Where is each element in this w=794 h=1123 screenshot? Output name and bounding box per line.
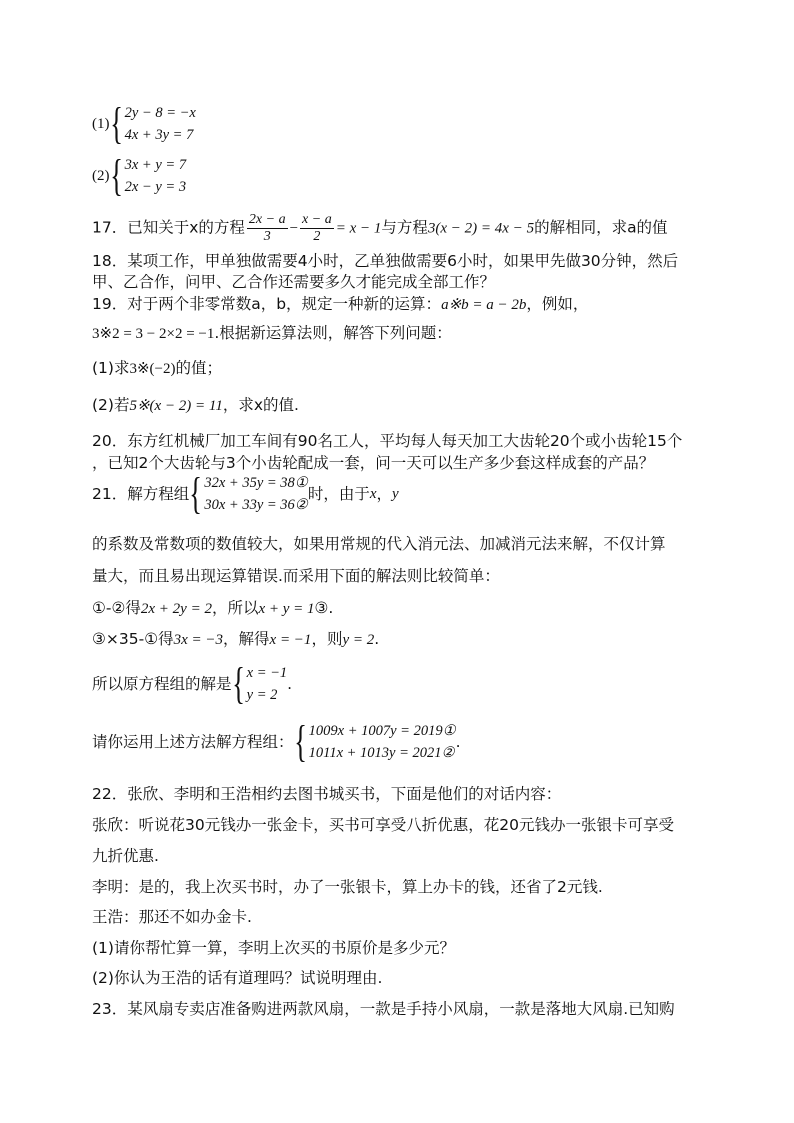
p19-line1-math: a※b = a − 2b xyxy=(441,297,527,313)
p19-q1-lead: (1)求 xyxy=(92,359,130,377)
p19-q1-math: 3※(−2) xyxy=(129,361,176,377)
p22-q2: (2)你认为王浩的话有道理吗？试说明理由. xyxy=(92,969,383,987)
p21-sol-lead: 所以原方程组的解是 xyxy=(92,675,232,693)
p21-sol-tail: . xyxy=(287,675,293,693)
p19-line1-text: 19．对于两个非零常数a，b，规定一种新的运算： xyxy=(92,295,442,313)
p22-line3: 九折优惠. xyxy=(92,847,159,865)
p17-lead: 17．已知关于x的方程 xyxy=(92,218,245,237)
p21-lead: 21．解方程组 xyxy=(92,485,190,503)
p17-frac1-den: 3 xyxy=(263,229,271,244)
p16-sub1-eq2: 4x + 3y = 7 xyxy=(124,127,194,143)
p22-q1: (1)请你帮忙算一算，李明上次买的书原价是多少元？ xyxy=(92,939,455,957)
p18-line2: 甲、乙合作，问甲、乙合作还需要多久才能完成全部工作？ xyxy=(92,273,496,291)
p17-line xyxy=(92,212,668,245)
p21-sol-eq1: x = −1 xyxy=(246,665,288,681)
p21-comma: ， xyxy=(376,485,393,503)
p21-step2-lead: ③×35-①得 xyxy=(92,630,174,648)
p21-line3: 量大，而且易出现运算错误.而采用下面的解法则比较简单： xyxy=(92,567,500,585)
p19-line1 xyxy=(92,293,588,316)
p16-sub2 xyxy=(92,151,187,200)
p17-frac2 xyxy=(300,212,334,245)
p17-eq2: 3(x − 2) = 4x − 5 xyxy=(427,220,535,237)
p16-sub1-eq1: 2y − 8 = −x xyxy=(124,105,196,121)
p21-line2: 的系数及常数项的数值较大，如果用常规的代入消元法、加减消元法来解，不仅计算 xyxy=(92,535,666,553)
p22-line4: 李明：是的，我上次买书时，办了一张银卡，算上办卡的钱，还省了2元钱. xyxy=(92,878,603,896)
p17-tail: 的解相同，求a的值 xyxy=(534,218,668,237)
p16-sub1 xyxy=(92,99,196,148)
p19-line2-tail: .根据新运算法则，解答下列问题： xyxy=(214,324,452,342)
p21-ask xyxy=(92,717,461,766)
p19-q2-math: 5※(x − 2) = 11 xyxy=(129,398,223,414)
left-brace-icon: { xyxy=(109,99,123,148)
p21-step1-lead: ①-②得 xyxy=(92,599,141,617)
p17-rhs: = x − 1 xyxy=(335,220,382,237)
p16-sub2-eq2: 2x − y = 3 xyxy=(124,179,187,195)
p16-sub1-label: (1) xyxy=(92,116,110,132)
p19-q2 xyxy=(92,394,299,417)
p21-var-x: x xyxy=(369,486,377,502)
left-brace-icon: { xyxy=(189,469,203,518)
p21-step2-tail: . xyxy=(374,630,380,648)
p19-q2-lead: (2)若 xyxy=(92,396,130,414)
p17-mid: 与方程 xyxy=(381,218,428,237)
p22-line2: 张欣：听说花30元钱办一张金卡，买书可享受八折优惠，花20元钱办一张银卡可享受 xyxy=(92,816,674,834)
p22-line1: 22．张欣、李明和王浩相约去图书城买书，下面是他们的对话内容： xyxy=(92,785,562,803)
p21-sol-eq2: y = 2 xyxy=(246,687,278,703)
p17-frac2-num: x − a xyxy=(302,212,332,227)
p21-step1 xyxy=(92,597,333,620)
p21-ask-eq2: 1011x + 1013y = 2021② xyxy=(308,745,455,761)
p21-step1-mid: ，所以 xyxy=(211,599,259,617)
left-brace-icon: { xyxy=(109,151,123,200)
p19-line2 xyxy=(92,322,452,345)
p21-lead-tail: 时，由于 xyxy=(307,485,370,503)
p21-ask-tail: . xyxy=(455,733,461,751)
p21-step2-math2: x = −1 xyxy=(269,632,312,648)
p21-step2 xyxy=(92,628,379,651)
p19-line1-tail: ，例如， xyxy=(526,295,589,313)
p21-line1 xyxy=(92,469,399,518)
p21-ask-lead: 请你运用上述方法解方程组： xyxy=(92,733,294,751)
p17-frac1-num: 2x − a xyxy=(248,212,286,227)
left-brace-icon: { xyxy=(231,659,245,708)
p19-line2-math: 3※2 = 3 − 2×2 = −1 xyxy=(92,326,215,342)
left-brace-icon: { xyxy=(293,717,307,766)
p19-q2-tail: ，求x的值. xyxy=(222,396,299,414)
p21-step2-math: 3x = −3 xyxy=(173,632,224,648)
p20-line2: ，已知2个大齿轮与3个小齿轮配成一套，问一天可以生产多少套这样成套的产品？ xyxy=(92,454,655,472)
p21-step1-tail: ③. xyxy=(314,599,334,617)
p17-frac2-den: 2 xyxy=(313,229,321,244)
p21-sys-eq2: 30x + 33y = 36② xyxy=(204,497,308,513)
p21-step2-mid2: ，则 xyxy=(311,630,343,648)
p16-sub2-eq1: 3x + y = 7 xyxy=(124,157,187,173)
p22-line5: 王浩：那还不如办金卡. xyxy=(92,908,252,926)
p16-sub2-label: (2) xyxy=(92,168,110,184)
p23-line1: 23．某风扇专卖店准备购进两款风扇，一款是手持小风扇，一款是落地大风扇.已知购 xyxy=(92,1000,675,1018)
p21-solution xyxy=(92,659,293,708)
p19-q1-tail: 的值； xyxy=(175,359,223,377)
p17-frac1 xyxy=(247,212,288,245)
p21-sys-eq1: 32x + 35y = 38① xyxy=(204,475,308,491)
p21-ask-eq1: 1009x + 1007y = 2019① xyxy=(308,723,456,739)
p21-step1-math: 2x + 2y = 2 xyxy=(140,601,212,617)
p21-var-y: y xyxy=(392,486,399,502)
p21-step2-mid: ，解得 xyxy=(223,630,270,648)
p20-line1: 20．东方红机械厂加工车间有90名工人，平均每人每天加工大齿轮20个或小齿轮15个 xyxy=(92,432,683,450)
p19-q1 xyxy=(92,357,222,380)
p21-step2-math3: y = 2 xyxy=(342,632,375,648)
p18-line1: 18．某项工作，甲单独做需要4小时，乙单独做需要6小时，如果甲先做30分钟，然后 xyxy=(92,252,679,270)
p17-minus: − xyxy=(289,220,299,237)
p21-step1-math2: x + y = 1 xyxy=(258,601,315,617)
